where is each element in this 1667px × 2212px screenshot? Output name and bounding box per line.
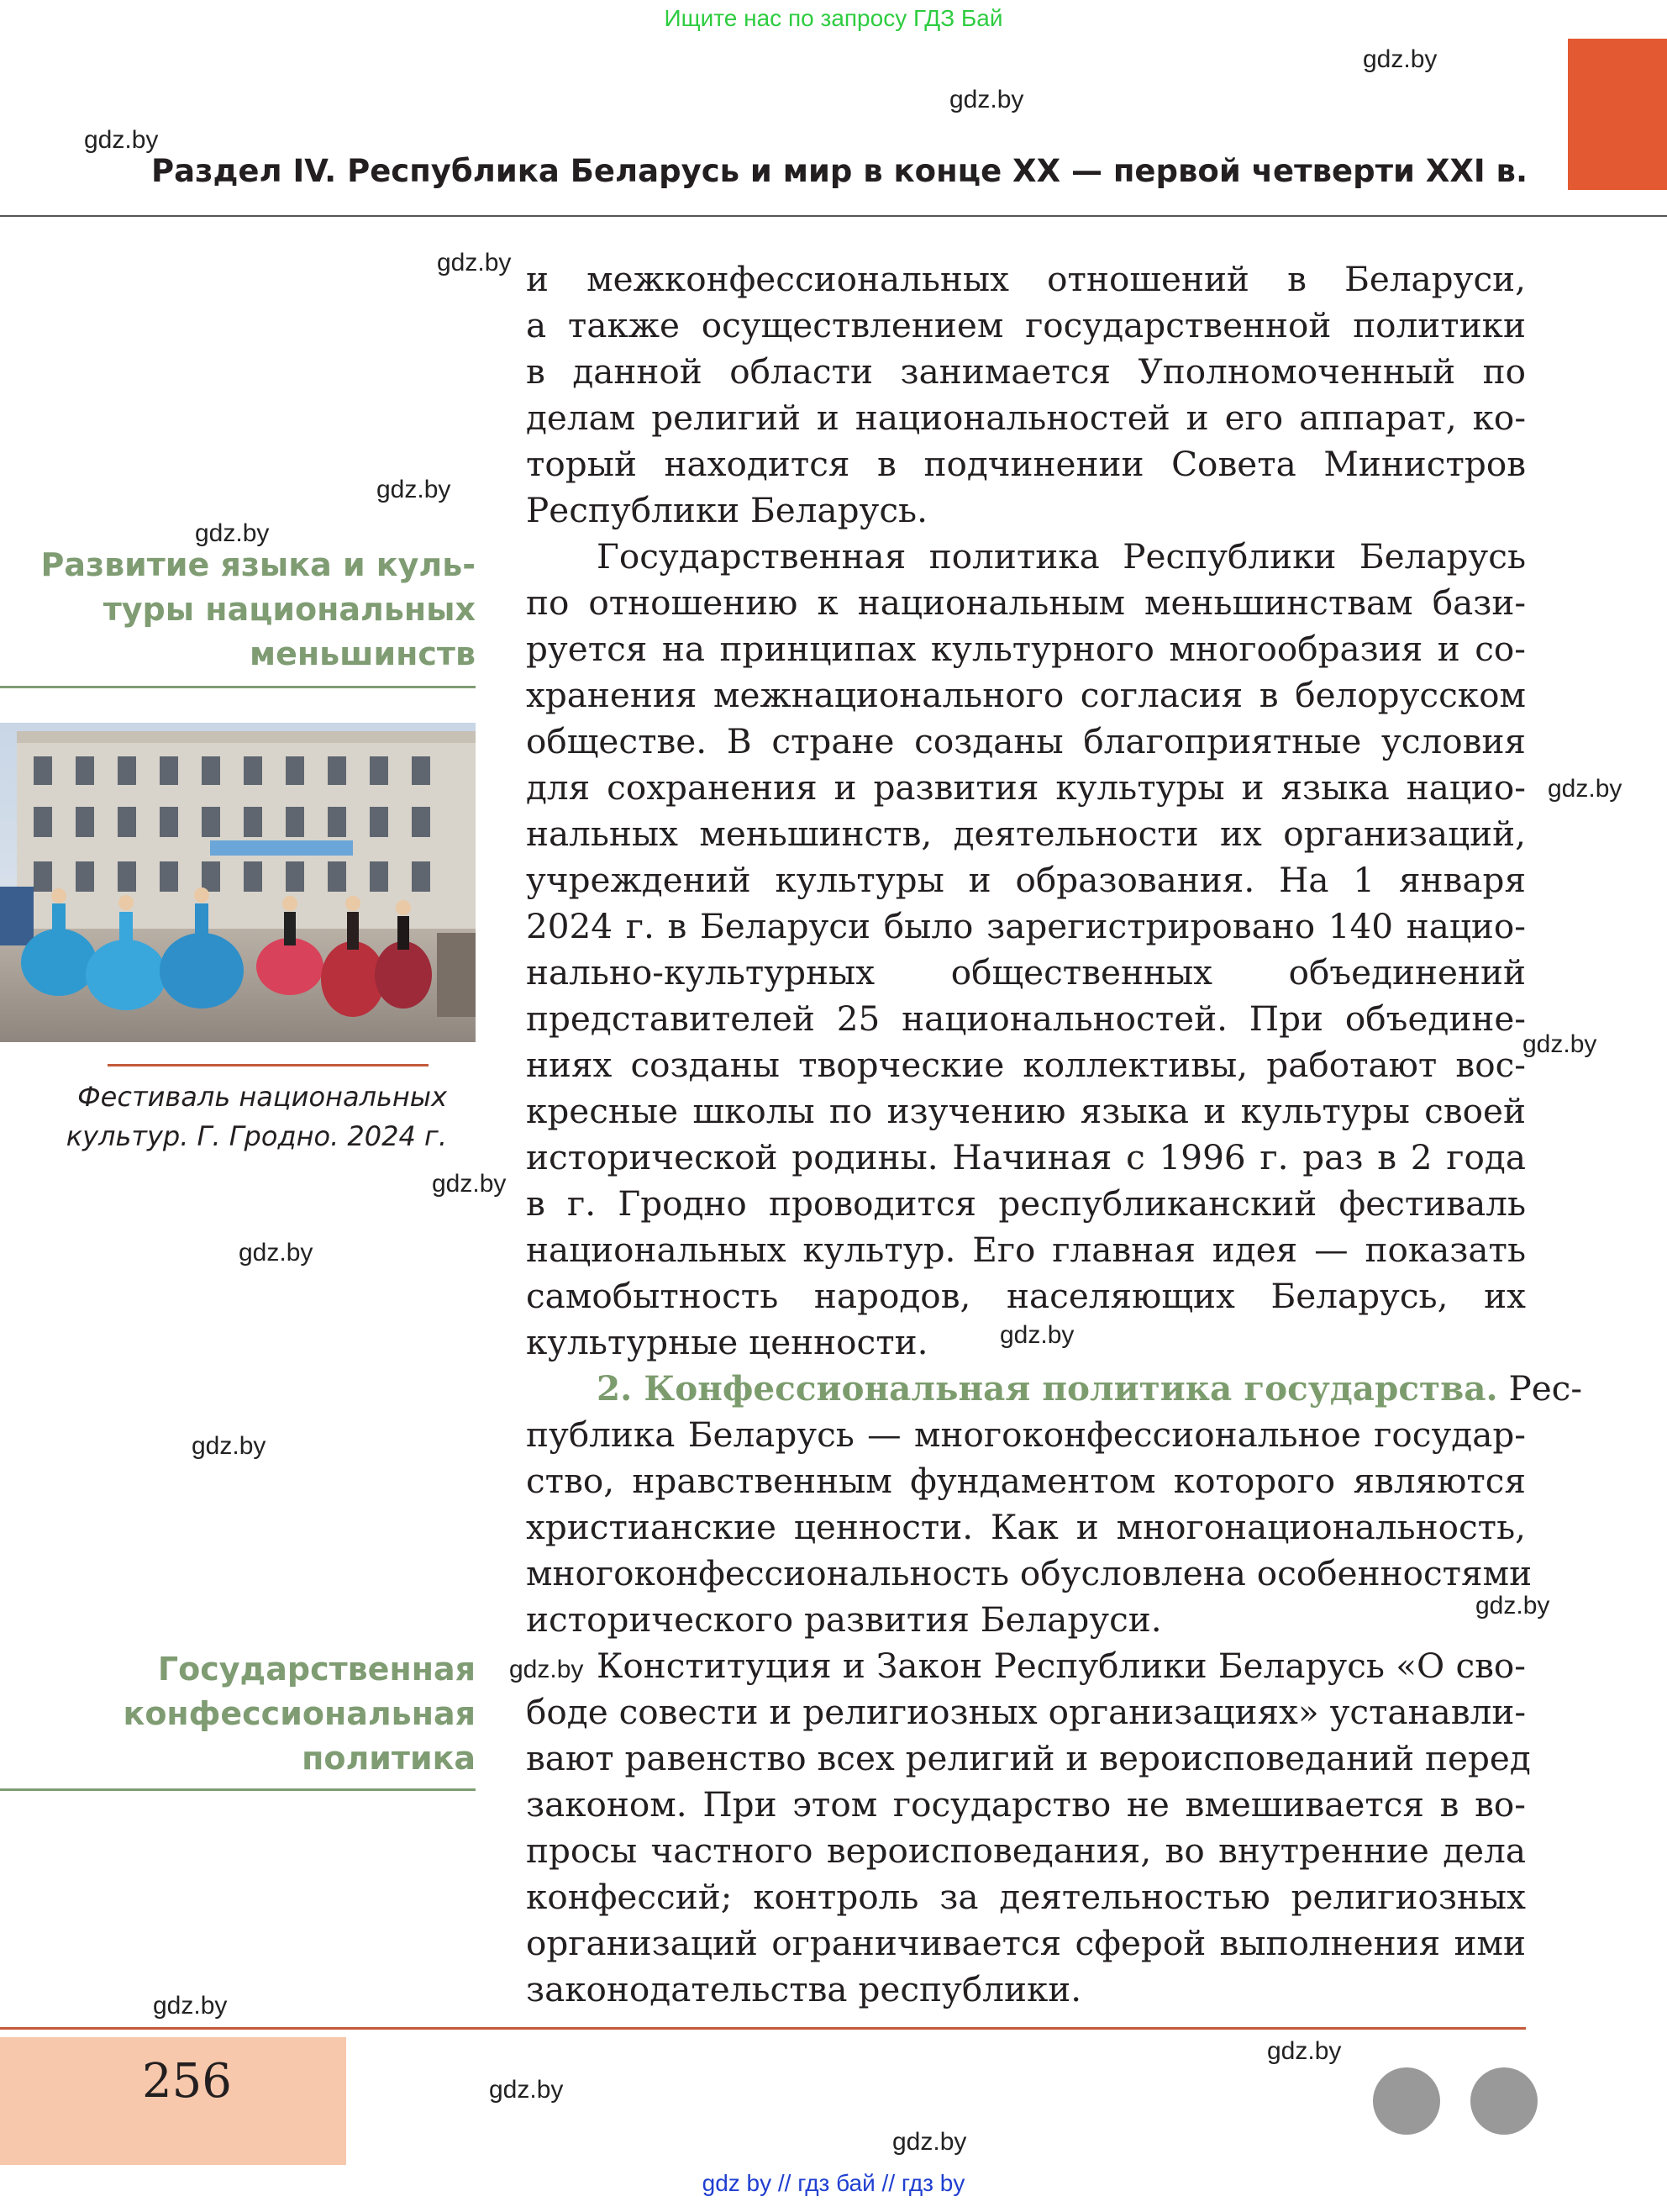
watermark: gdz.by <box>489 2076 564 2104</box>
body-line: в данной области занимается Уполномоченный по <box>526 351 1526 392</box>
body-line: Республики Беларусь. <box>526 490 928 530</box>
caption-line: Фестиваль национальных <box>77 1081 447 1113</box>
nav-dot-icon <box>1373 2067 1440 2135</box>
section2-first-line <box>526 1366 1583 1412</box>
watermark: gdz.by <box>239 1239 313 1267</box>
sidebar-divider <box>0 686 476 688</box>
body-line: христианские ценности. Как и многонациональность, <box>526 1507 1526 1547</box>
body-line: культурные ценности. <box>526 1322 928 1362</box>
body-line: и межконфессиональных отношений в Беларуси, <box>526 259 1526 299</box>
nav-dot-icon <box>1470 2067 1538 2135</box>
watermark: gdz.by <box>153 1992 228 2020</box>
watermark: gdz.by <box>1000 1321 1075 1349</box>
body-line: нально-культурных общественных объединений <box>526 952 1526 993</box>
body-line: боде совести и религиозных организациях» устанавли- <box>526 1692 1526 1732</box>
body-line: исторической родины. Начиная с 1996 г. раз в 2 года <box>526 1137 1526 1177</box>
body-line: организаций ограничивается сферой выполнения ими <box>526 1923 1526 1963</box>
body-line: публика Беларусь — многоконфессиональное государ- <box>526 1414 1526 1455</box>
body-line: учреждений культуры и образования. На 1 января <box>526 860 1526 900</box>
body-line: многоконфессиональность обусловлена особенностями <box>526 1553 1533 1593</box>
body-line: представителей 25 национальностей. При объедине- <box>526 998 1526 1039</box>
body-line: просы частного вероисповедания, во внутренние дела <box>526 1830 1526 1871</box>
body-line: законодательства республики. <box>526 1969 1082 2009</box>
body-line: для сохранения и развития культуры и языка нацио- <box>526 767 1526 808</box>
watermark: gdz.by <box>1475 1592 1550 1620</box>
body-line: исторического развития Беларуси. <box>526 1599 1162 1640</box>
body-line: обществе. В стране созданы благоприятные условия <box>526 721 1526 761</box>
page-number: 256 <box>142 2054 232 2109</box>
sidebar-heading-line: Развитие языка и куль- <box>40 546 476 583</box>
body-line: ство, нравственным фундаментом которого являются <box>526 1461 1526 1501</box>
header-divider <box>0 215 1667 217</box>
watermark: gdz.by <box>1548 775 1622 803</box>
body-line: конфессий; контроль за деятельностью религиозных <box>526 1877 1526 1917</box>
sidebar-heading-line: Государственная <box>157 1651 476 1688</box>
body-line: в г. Гродно проводится республиканский фестиваль <box>526 1183 1526 1224</box>
watermark: gdz.by <box>509 1656 584 1683</box>
watermark: gdz.by <box>84 126 159 154</box>
body-line: национальных культур. Его главная идея — показать <box>526 1230 1526 1270</box>
sidebar-heading-line: меньшинств <box>250 635 476 672</box>
watermark: gdz.by <box>1363 45 1438 73</box>
section2-heading: 2. Конфессиональная политика государства. <box>597 1368 1498 1409</box>
watermark: gdz.by <box>892 2128 967 2156</box>
body-line: руется на принципах культурного многообразия и со- <box>526 629 1526 669</box>
body-line: кресные школы по изучению языка и культуры своей <box>526 1091 1526 1131</box>
body-line: нальных меньшинств, деятельности их организаций, <box>526 814 1526 854</box>
body-line: законом. При этом государство не вмешивается в во- <box>526 1784 1526 1825</box>
sidebar-heading-confessional-policy <box>124 1647 476 1781</box>
body-line: а также осуществлением государственной политики <box>526 305 1526 345</box>
photo-caption <box>66 1077 447 1156</box>
body-line: по отношению к национальным меньшинствам бази- <box>526 582 1526 623</box>
watermark: gdz.by <box>192 1432 266 1460</box>
body-line: ниях созданы творческие коллективы, работают вос- <box>526 1045 1526 1085</box>
sidebar-heading-line: конфессиональная <box>123 1695 476 1732</box>
watermark: gdz.by <box>195 519 270 547</box>
body-line: самобытность народов, населяющих Беларусь, их <box>526 1276 1526 1316</box>
section-tab <box>1568 39 1667 190</box>
body-line: торый находится в подчинении Совета Министров <box>526 444 1526 484</box>
section-title: Раздел IV. Республика Беларусь и мир в конце XX — первой четверти XXI в. <box>150 153 1528 189</box>
sidebar-heading-language-culture <box>41 543 476 677</box>
body-line: делам религий и национальностей и его аппарат, ко- <box>526 398 1526 438</box>
caption-divider <box>108 1064 429 1066</box>
body-line: хранения межнационального согласия в белорусском <box>526 675 1526 715</box>
bottom-banner[interactable]: gdz by // гдз бай // гдз by <box>702 2170 965 2196</box>
watermark: gdz.by <box>437 249 512 276</box>
watermark: gdz.by <box>1267 2037 1342 2065</box>
body-fragment: Рес- <box>1508 1368 1583 1409</box>
watermark: gdz.by <box>376 476 451 503</box>
watermark: gdz.by <box>432 1170 507 1198</box>
top-banner[interactable]: Ищите нас по запросу ГДЗ Бай <box>664 5 1003 31</box>
sidebar-heading-line: политика <box>302 1740 476 1777</box>
body-line: Конституция и Закон Республики Беларусь «О сво- <box>597 1646 1526 1686</box>
body-line: 2024 г. в Беларуси было зарегистрировано 140 нацио- <box>526 906 1526 946</box>
watermark: gdz.by <box>949 86 1024 113</box>
sidebar-divider <box>0 1788 476 1791</box>
body-line: Государственная политика Республики Беларусь <box>597 536 1526 577</box>
sidebar-heading-line: туры национальных <box>103 591 476 628</box>
watermark: gdz.by <box>1522 1030 1597 1058</box>
festival-photo <box>0 723 476 1042</box>
body-line: вают равенство всех религий и вероисповеданий перед <box>526 1738 1531 1778</box>
footer-divider <box>0 2027 1526 2030</box>
caption-line: культур. Г. Гродно. 2024 г. <box>66 1120 447 1152</box>
